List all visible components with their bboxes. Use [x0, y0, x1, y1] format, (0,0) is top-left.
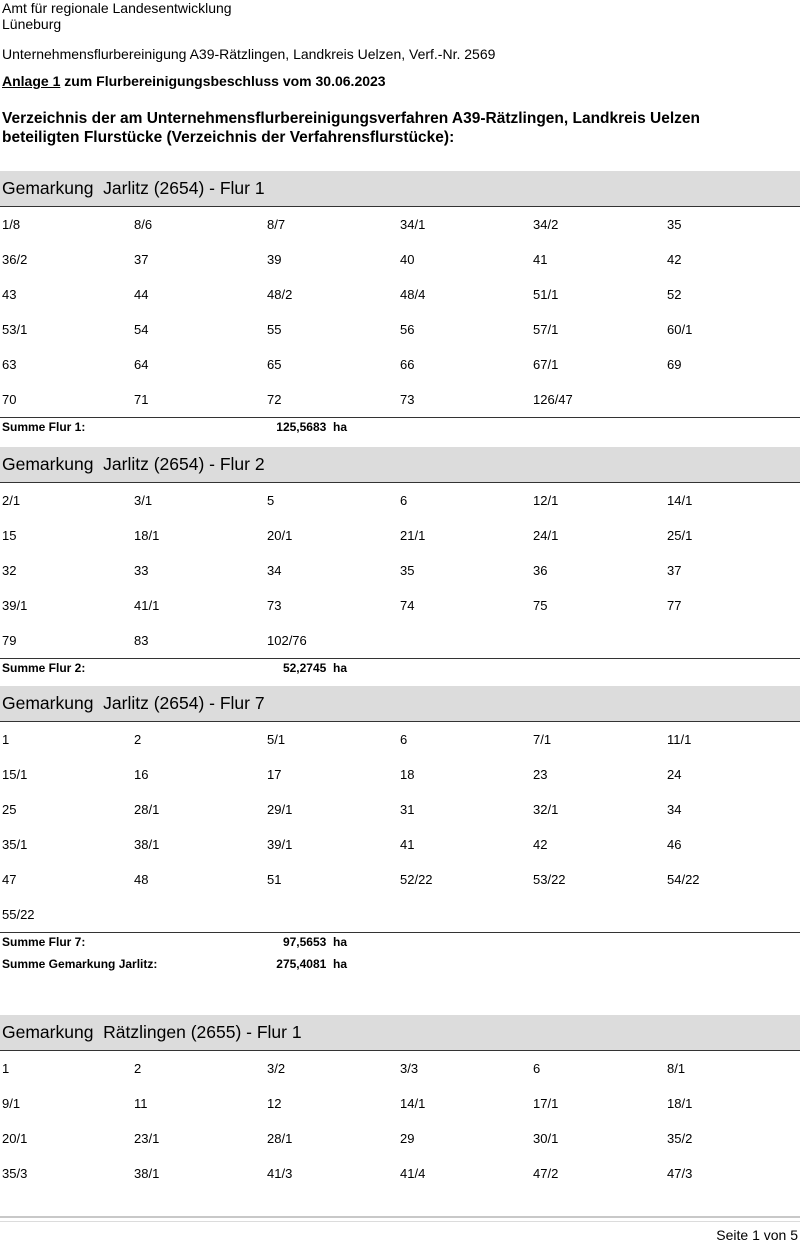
parcel-cell: 24/1 — [533, 528, 559, 543]
parcel-cell: 20/1 — [2, 1131, 28, 1146]
parcel-cell: 37 — [667, 563, 682, 578]
parcel-cell: 54/22 — [667, 872, 700, 887]
table-row — [0, 483, 800, 518]
parcel-cell: 5/1 — [267, 732, 286, 747]
section-jarlitz-flur-1 — [0, 171, 800, 440]
parcel-cell: 42 — [533, 837, 548, 852]
parcel-cell: 35/2 — [667, 1131, 693, 1146]
sum-value: 97,5653 ha — [282, 935, 347, 949]
parcel-cell: 41/4 — [400, 1166, 426, 1181]
parcel-cell: 36 — [533, 563, 548, 578]
parcel-cell: 31 — [400, 802, 415, 817]
parcel-cell: 3/1 — [134, 493, 153, 508]
parcel-cell: 23/1 — [134, 1131, 160, 1146]
parcel-cell: 35/3 — [2, 1166, 28, 1181]
document-title-line2: beteiligten Flurstücke (Verzeichnis der Verfahrensflurstücke): — [2, 129, 455, 146]
document-title-line1: Verzeichnis der am Unternehmensflurbereinigungsverfahren A39-Rätzlingen, Landkreis Uelzen — [2, 110, 700, 127]
parcel-cell: 1 — [2, 1061, 10, 1076]
parcel-cell: 24 — [667, 767, 682, 782]
parcel-cell: 83 — [134, 633, 149, 648]
parcel-cell: 39/1 — [267, 837, 293, 852]
parcel-cell: 14/1 — [667, 493, 693, 508]
parcel-cell: 72 — [267, 392, 282, 407]
anlage-rest: zum Flurbereinigungsbeschluss vom 30.06.2023 — [60, 73, 386, 89]
section-jarlitz-flur-7 — [0, 686, 800, 981]
table-row — [0, 347, 800, 382]
parcel-cell: 34 — [667, 802, 682, 817]
parcel-cell: 35 — [667, 217, 682, 232]
parcel-cell: 2 — [134, 732, 142, 747]
parcel-cell: 53/22 — [533, 872, 566, 887]
parcel-cell: 41 — [533, 252, 548, 267]
parcel-cell: 57/1 — [533, 322, 559, 337]
parcel-cell: 53/1 — [2, 322, 28, 337]
gemarkung-sum-row — [0, 955, 800, 981]
parcel-cell: 28/1 — [267, 1131, 293, 1146]
section-title: Gemarkung Rätzlingen (2655) - Flur 1 — [0, 1015, 800, 1051]
parcel-cell: 8/7 — [267, 217, 286, 232]
parcel-cell: 36/2 — [2, 252, 28, 267]
parcel-cell: 16 — [134, 767, 149, 782]
table-row — [0, 897, 800, 932]
sum-row — [0, 417, 800, 440]
sum-row — [0, 932, 800, 955]
parcel-cell: 32 — [2, 563, 17, 578]
parcel-cell: 34/1 — [400, 217, 426, 232]
parcel-cell: 41/1 — [134, 598, 160, 613]
table-row — [0, 207, 800, 242]
parcel-cell: 2/1 — [2, 493, 21, 508]
parcel-cell: 51 — [267, 872, 282, 887]
parcel-cell: 44 — [134, 287, 149, 302]
parcel-cell: 48/2 — [267, 287, 293, 302]
parcel-cell: 65 — [267, 357, 282, 372]
parcel-cell: 126/47 — [533, 392, 573, 407]
parcel-cell: 15/1 — [2, 767, 28, 782]
section-title: Gemarkung Jarlitz (2654) - Flur 2 — [0, 447, 800, 483]
table-row — [0, 242, 800, 277]
section-title: Gemarkung Jarlitz (2654) - Flur 1 — [0, 171, 800, 207]
sum-value: 52,2745 ha — [282, 661, 347, 675]
parcel-cell: 35/1 — [2, 837, 28, 852]
parcel-cell: 9/1 — [2, 1096, 21, 1111]
parcel-cell: 41 — [400, 837, 415, 852]
parcel-cell: 1 — [2, 732, 10, 747]
parcel-cell: 47/3 — [667, 1166, 693, 1181]
parcel-cell: 23 — [533, 767, 548, 782]
parcel-cell: 17/1 — [533, 1096, 559, 1111]
parcel-cell: 48/4 — [400, 287, 426, 302]
authority-location: Lüneburg — [2, 16, 62, 32]
section-jarlitz-flur-2 — [0, 447, 800, 681]
parcel-cell: 11/1 — [667, 732, 692, 747]
parcel-cell: 21/1 — [400, 528, 426, 543]
parcel-cell: 63 — [2, 357, 17, 372]
parcel-cell: 2 — [134, 1061, 142, 1076]
parcel-cell: 29/1 — [267, 802, 293, 817]
parcel-cell: 37 — [134, 252, 149, 267]
parcel-cell: 70 — [2, 392, 17, 407]
parcel-cell: 6 — [400, 493, 408, 508]
table-row — [0, 623, 800, 658]
parcel-cell: 8/1 — [667, 1061, 686, 1076]
parcel-cell: 77 — [667, 598, 682, 613]
parcel-cell: 32/1 — [533, 802, 559, 817]
parcel-cell: 54 — [134, 322, 149, 337]
parcel-cell: 67/1 — [533, 357, 559, 372]
table-row — [0, 1121, 800, 1156]
parcel-cell: 43 — [2, 287, 17, 302]
parcel-cell: 18 — [400, 767, 415, 782]
parcel-cell: 35 — [400, 563, 415, 578]
parcel-cell: 12/1 — [533, 493, 559, 508]
parcel-cell: 1/8 — [2, 217, 21, 232]
parcel-cell: 12 — [267, 1096, 282, 1111]
parcel-cell: 20/1 — [267, 528, 293, 543]
parcel-cell: 14/1 — [400, 1096, 426, 1111]
parcel-cell: 5 — [267, 493, 275, 508]
parcel-cell: 8/6 — [134, 217, 153, 232]
parcel-cell: 33 — [134, 563, 149, 578]
parcel-cell: 34/2 — [533, 217, 559, 232]
parcel-cell: 51/1 — [533, 287, 559, 302]
parcel-cell: 52 — [667, 287, 682, 302]
parcel-cell: 18/1 — [134, 528, 160, 543]
table-row — [0, 588, 800, 623]
section-raetzlingen-flur-1 — [0, 1015, 800, 1191]
sum-label: Summe Flur 1: — [2, 420, 86, 434]
parcel-cell: 46 — [667, 837, 682, 852]
parcel-cell: 11 — [134, 1096, 148, 1111]
parcel-cell: 34 — [267, 563, 282, 578]
page-number: Seite 1 von 5 — [716, 1227, 798, 1243]
parcel-cell: 48 — [134, 872, 149, 887]
table-row — [0, 277, 800, 312]
sum-label: Summe Flur 7: — [2, 935, 86, 949]
parcel-cell: 3/2 — [267, 1061, 286, 1076]
sum-value: 125,5683 ha — [276, 420, 347, 434]
table-row — [0, 382, 800, 417]
sum-label: Summe Flur 2: — [2, 661, 86, 675]
table-row — [0, 757, 800, 792]
table-row — [0, 827, 800, 862]
parcel-cell: 52/22 — [400, 872, 433, 887]
procedure-line: Unternehmensflurbereinigung A39-Rätzlingen, Landkreis Uelzen, Verf.-Nr. 2569 — [2, 46, 496, 62]
parcel-cell: 29 — [400, 1131, 415, 1146]
anlage-heading — [2, 73, 386, 89]
sum-row — [0, 658, 800, 681]
table-row — [0, 312, 800, 347]
section-title: Gemarkung Jarlitz (2654) - Flur 7 — [0, 686, 800, 722]
parcel-cell: 56 — [400, 322, 415, 337]
parcel-cell: 73 — [400, 392, 415, 407]
parcel-cell: 6 — [400, 732, 408, 747]
parcel-cell: 28/1 — [134, 802, 160, 817]
parcel-cell: 25 — [2, 802, 17, 817]
parcel-cell: 55 — [267, 322, 282, 337]
parcel-cell: 39/1 — [2, 598, 28, 613]
parcel-cell: 17 — [267, 767, 282, 782]
parcel-cell: 69 — [667, 357, 682, 372]
parcel-cell: 47/2 — [533, 1166, 559, 1181]
parcel-cell: 7/1 — [533, 732, 552, 747]
parcel-cell: 79 — [2, 633, 17, 648]
table-row — [0, 862, 800, 897]
parcel-cell: 74 — [400, 598, 415, 613]
parcel-cell: 41/3 — [267, 1166, 293, 1181]
table-row — [0, 792, 800, 827]
parcel-cell: 73 — [267, 598, 282, 613]
parcel-cell: 64 — [134, 357, 149, 372]
parcel-cell: 47 — [2, 872, 17, 887]
table-row — [0, 1086, 800, 1121]
parcel-cell: 42 — [667, 252, 682, 267]
anlage-label: Anlage 1 — [2, 73, 61, 89]
parcel-cell: 30/1 — [533, 1131, 559, 1146]
parcel-cell: 38/1 — [134, 837, 160, 852]
parcel-cell: 60/1 — [667, 322, 693, 337]
parcel-cell: 71 — [134, 392, 149, 407]
parcel-cell: 15 — [2, 528, 17, 543]
parcel-cell: 6 — [533, 1061, 541, 1076]
parcel-cell: 40 — [400, 252, 415, 267]
parcel-cell: 3/3 — [400, 1061, 419, 1076]
table-row — [0, 1051, 800, 1086]
parcel-cell: 102/76 — [267, 633, 307, 648]
gemarkung-sum-value: 275,4081 ha — [276, 957, 347, 971]
parcel-cell: 39 — [267, 252, 282, 267]
gemarkung-sum-label: Summe Gemarkung Jarlitz: — [2, 957, 158, 971]
parcel-cell: 55/22 — [2, 907, 35, 922]
parcel-cell: 66 — [400, 357, 415, 372]
table-row — [0, 518, 800, 553]
authority-name: Amt für regionale Landesentwicklung — [2, 0, 232, 16]
table-row — [0, 1156, 800, 1191]
table-row — [0, 722, 800, 757]
footer-divider — [0, 1221, 800, 1222]
parcel-cell: 25/1 — [667, 528, 693, 543]
table-row — [0, 553, 800, 588]
parcel-cell: 75 — [533, 598, 548, 613]
parcel-cell: 38/1 — [134, 1166, 160, 1181]
parcel-cell: 18/1 — [667, 1096, 693, 1111]
footer-divider — [0, 1216, 800, 1218]
